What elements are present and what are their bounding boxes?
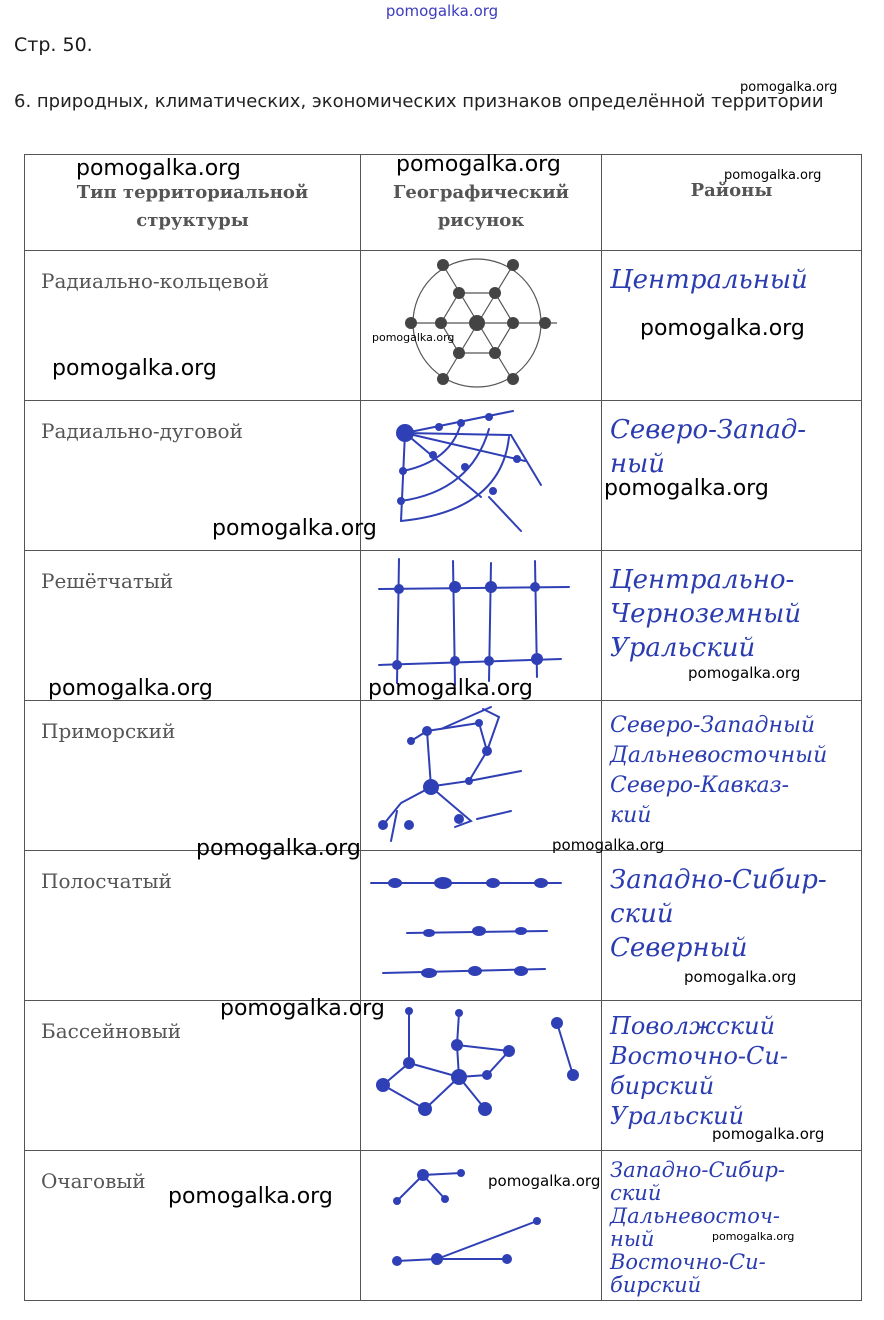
region-entry: бирский bbox=[610, 1072, 715, 1100]
type-cell: Бассейновый bbox=[25, 1001, 361, 1151]
region-entry: кий bbox=[610, 803, 652, 828]
strip-drawing bbox=[361, 851, 601, 1000]
watermark-text: pomogalka.org bbox=[48, 676, 213, 701]
watermark-text: pomogalka.org bbox=[212, 516, 377, 541]
region-entry: Центрально- bbox=[610, 565, 795, 595]
watermark-text: pomogalka.org bbox=[368, 676, 533, 701]
region-entry: Восточно-Си- bbox=[610, 1250, 766, 1274]
region-entry: Северо-Запад- bbox=[610, 415, 807, 445]
picture-cell bbox=[361, 251, 602, 401]
regions-cell bbox=[602, 701, 862, 851]
region-entry: Восточно-Си- bbox=[610, 1042, 788, 1070]
region-entry: Западно-Сибир- bbox=[610, 1158, 786, 1182]
watermark-text: pomogalka.org bbox=[712, 1125, 825, 1143]
region-entry: Поволжский bbox=[610, 1012, 776, 1040]
page-reference: Стр. 50. bbox=[14, 34, 93, 56]
region-entry: Дальневосточ- bbox=[610, 1204, 780, 1228]
watermark-text: pomogalka.org bbox=[168, 1184, 333, 1209]
watermark-text: pomogalka.org bbox=[372, 331, 455, 344]
region-entry: Западно-Сибир- bbox=[610, 865, 827, 895]
watermark-text: pomogalka.org bbox=[196, 836, 361, 861]
watermark-text: pomogalka.org bbox=[684, 968, 797, 986]
watermark-text: pomogalka.org bbox=[640, 316, 805, 341]
region-entry: Северо-Западный bbox=[610, 713, 816, 738]
region-entry: Северный bbox=[610, 933, 748, 963]
radial-ring-drawing bbox=[361, 251, 601, 400]
type-cell: Очаговый bbox=[25, 1151, 361, 1301]
header-regions: Районы bbox=[602, 155, 862, 251]
watermark-text: pomogalka.org bbox=[52, 356, 217, 381]
picture-cell bbox=[361, 701, 602, 851]
regions-cell bbox=[602, 1151, 862, 1301]
table-row bbox=[25, 701, 862, 851]
region-entry: ский bbox=[610, 1181, 662, 1205]
type-cell: Радиально-кольцевой bbox=[25, 251, 361, 401]
watermark-text: pomogalka.org bbox=[688, 664, 801, 682]
radial-arc-drawing bbox=[361, 401, 601, 550]
type-cell: Решётчатый bbox=[25, 551, 361, 701]
watermark-text: pomogalka.org bbox=[76, 156, 241, 181]
top-watermark: pomogalka.org bbox=[385, 2, 499, 20]
region-entry: Уральский bbox=[610, 633, 756, 663]
region-entry: ский bbox=[610, 899, 674, 929]
picture-cell bbox=[361, 1001, 602, 1151]
region-entry: Центральный bbox=[610, 265, 808, 295]
type-cell: Полосчатый bbox=[25, 851, 361, 1001]
region-entry: Уральский bbox=[610, 1102, 745, 1130]
picture-cell bbox=[361, 401, 602, 551]
watermark-text: pomogalka.org bbox=[604, 476, 769, 501]
watermark-text: pomogalka.org bbox=[488, 1172, 601, 1190]
header-type: Тип территориальной структуры bbox=[25, 155, 361, 251]
watermark-text: pomogalka.org bbox=[712, 1230, 795, 1243]
watermark-text: pomogalka.org bbox=[740, 80, 838, 95]
type-cell: Приморский bbox=[25, 701, 361, 851]
region-entry: бирский bbox=[610, 1273, 702, 1297]
task-text: 6. природных, климатических, экономических признаков определённой территории bbox=[14, 91, 824, 112]
watermark-text: pomogalka.org bbox=[724, 168, 822, 183]
watermark-text: pomogalka.org bbox=[396, 152, 561, 177]
header-picture: Географический рисунок bbox=[361, 155, 602, 251]
region-entry: Северо-Кавказ- bbox=[610, 773, 790, 798]
basin-drawing bbox=[361, 1001, 601, 1150]
maritime-drawing bbox=[361, 701, 601, 850]
type-cell: Радиально-дуговой bbox=[25, 401, 361, 551]
region-entry: Черноземный bbox=[610, 599, 802, 629]
watermark-text: pomogalka.org bbox=[220, 996, 385, 1021]
picture-cell bbox=[361, 851, 602, 1001]
region-entry: ный bbox=[610, 1227, 655, 1251]
watermark-text: pomogalka.org bbox=[552, 836, 665, 854]
region-entry: Дальневосточный bbox=[610, 743, 828, 768]
region-entry: ный bbox=[610, 449, 666, 479]
table-row bbox=[25, 1151, 862, 1301]
